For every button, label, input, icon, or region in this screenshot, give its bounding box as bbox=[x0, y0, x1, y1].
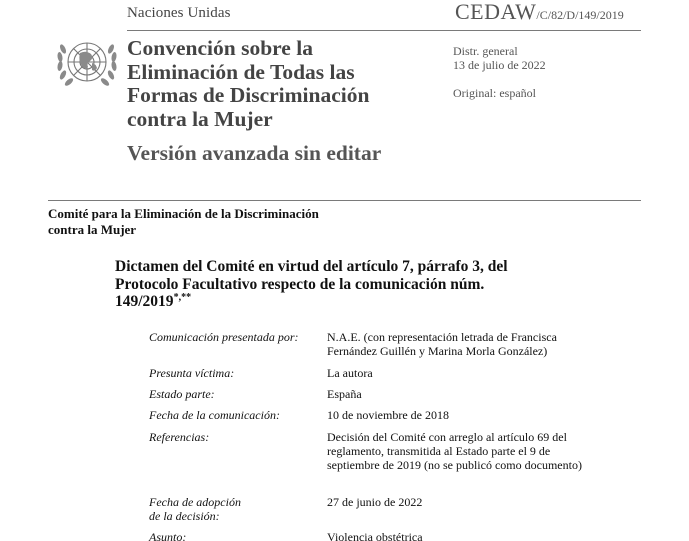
version-subtitle: Versión avanzada sin editar bbox=[127, 141, 382, 165]
header-rule bbox=[127, 30, 641, 31]
info-label: Asunto: bbox=[149, 530, 187, 541]
convention-title-line: Formas de Discriminación bbox=[127, 83, 370, 107]
document-symbol bbox=[455, 0, 624, 25]
info-label: Fecha de la comunicación: bbox=[149, 408, 280, 422]
convention-title-line: contra la Mujer bbox=[127, 106, 273, 131]
info-value: N.A.E. (con representación letrada de Francisca Fernández Guillén y Marina Morla González) bbox=[327, 330, 557, 358]
info-label bbox=[149, 495, 319, 523]
info-value: 27 de junio de 2022 bbox=[327, 495, 423, 509]
info-label: Estado parte: bbox=[149, 387, 215, 401]
section-rule bbox=[48, 200, 641, 201]
info-label-line: de la decisión: bbox=[149, 509, 220, 523]
committee-name-line: Comité para la Eliminación de la Discriminación bbox=[48, 206, 319, 221]
decision-title-line: Dictamen del Comité en virtud del artículo 7, párrafo 3, del bbox=[115, 258, 508, 275]
info-label: Referencias: bbox=[149, 430, 210, 444]
distribution-info bbox=[453, 44, 546, 72]
un-emblem-icon bbox=[54, 35, 120, 93]
convention-title-line: Eliminación de Todas las bbox=[127, 59, 355, 84]
committee-name-line: contra la Mujer bbox=[48, 221, 137, 237]
distribution-type: Distr. general bbox=[453, 44, 518, 58]
info-value: España bbox=[327, 387, 362, 401]
info-label: Comunicación presentada por: bbox=[149, 330, 299, 344]
decision-title-line: Protocolo Facultativo respecto de la comunicación núm. bbox=[115, 275, 485, 293]
decision-title-line bbox=[115, 293, 555, 311]
original-language: Original: español bbox=[453, 86, 536, 100]
info-value: Decisión del Comité con arreglo al artículo 69 del reglamento, transmitida al Estado parte el 9 de septiembre de 2019 (no se publicó como documento) bbox=[327, 430, 582, 472]
document-symbol-rest: /C/82/D/149/2019 bbox=[536, 8, 624, 22]
info-label-line: Fecha de adopción bbox=[149, 495, 241, 509]
info-label: Presunta víctima: bbox=[149, 366, 235, 380]
org-name: Naciones Unidas bbox=[127, 5, 231, 21]
distribution-date: 13 de julio de 2022 bbox=[453, 58, 546, 72]
info-value: Violencia obstétrica bbox=[327, 530, 423, 541]
footnote-marks: *,** bbox=[173, 291, 192, 303]
info-value: 10 de noviembre de 2018 bbox=[327, 408, 449, 422]
decision-title bbox=[115, 258, 555, 311]
document-symbol-main: CEDAW bbox=[455, 0, 537, 24]
convention-title-line: Convención sobre la bbox=[127, 36, 313, 60]
committee-name bbox=[48, 206, 388, 237]
convention-title bbox=[127, 37, 437, 131]
communication-number: 149/2019 bbox=[115, 293, 174, 310]
info-value: La autora bbox=[327, 366, 373, 380]
